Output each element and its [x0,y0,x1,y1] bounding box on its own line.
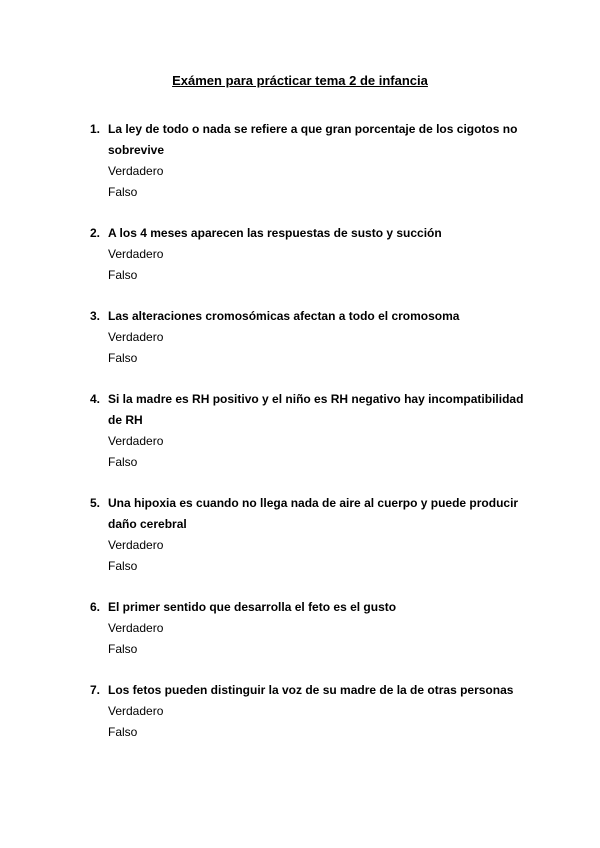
option-false: Falso [108,642,138,656]
question-number: 4. [90,392,101,406]
option-true: Verdadero [108,704,164,718]
question-number: 1. [90,122,101,136]
question-1 [0,119,600,203]
question-text: A los 4 meses aparecen las respuestas de susto y succión [108,226,442,240]
option-false: Falso [108,455,138,469]
option-false: Falso [108,559,138,573]
option-false: Falso [108,268,138,282]
option-true: Verdadero [108,621,164,635]
option-true: Verdadero [108,164,164,178]
option-true: Verdadero [108,247,164,261]
question-4 [0,389,600,473]
question-number: 5. [90,496,101,510]
question-list [0,119,600,763]
option-false: Falso [108,725,138,739]
question-number: 3. [90,309,101,323]
question-2 [0,223,600,286]
question-text: Las alteraciones cromosómicas afectan a todo el cromosoma [108,309,460,323]
option-false: Falso [108,351,138,365]
option-true: Verdadero [108,434,164,448]
question-text: Si la madre es RH positivo y el niño es RH negativo hay incompatibilidad de RH [108,392,524,427]
question-number: 2. [90,226,101,240]
question-number: 7. [90,683,101,697]
question-text: La ley de todo o nada se refiere a que gran porcentaje de los cigotos no sobrevive [108,122,518,157]
question-text: Los fetos pueden distinguir la voz de su madre de la de otras personas [108,683,514,697]
question-7 [0,680,600,743]
question-3 [0,306,600,369]
option-true: Verdadero [108,538,164,552]
option-false: Falso [108,185,138,199]
question-number: 6. [90,600,101,614]
question-6 [0,597,600,660]
question-5 [0,493,600,577]
question-text: Una hipoxia es cuando no llega nada de aire al cuerpo y puede producir daño cerebral [108,496,519,531]
question-text: El primer sentido que desarrolla el feto es el gusto [108,600,397,614]
document-title: Exámen para prácticar tema 2 de infancia [172,73,428,88]
option-true: Verdadero [108,330,164,344]
